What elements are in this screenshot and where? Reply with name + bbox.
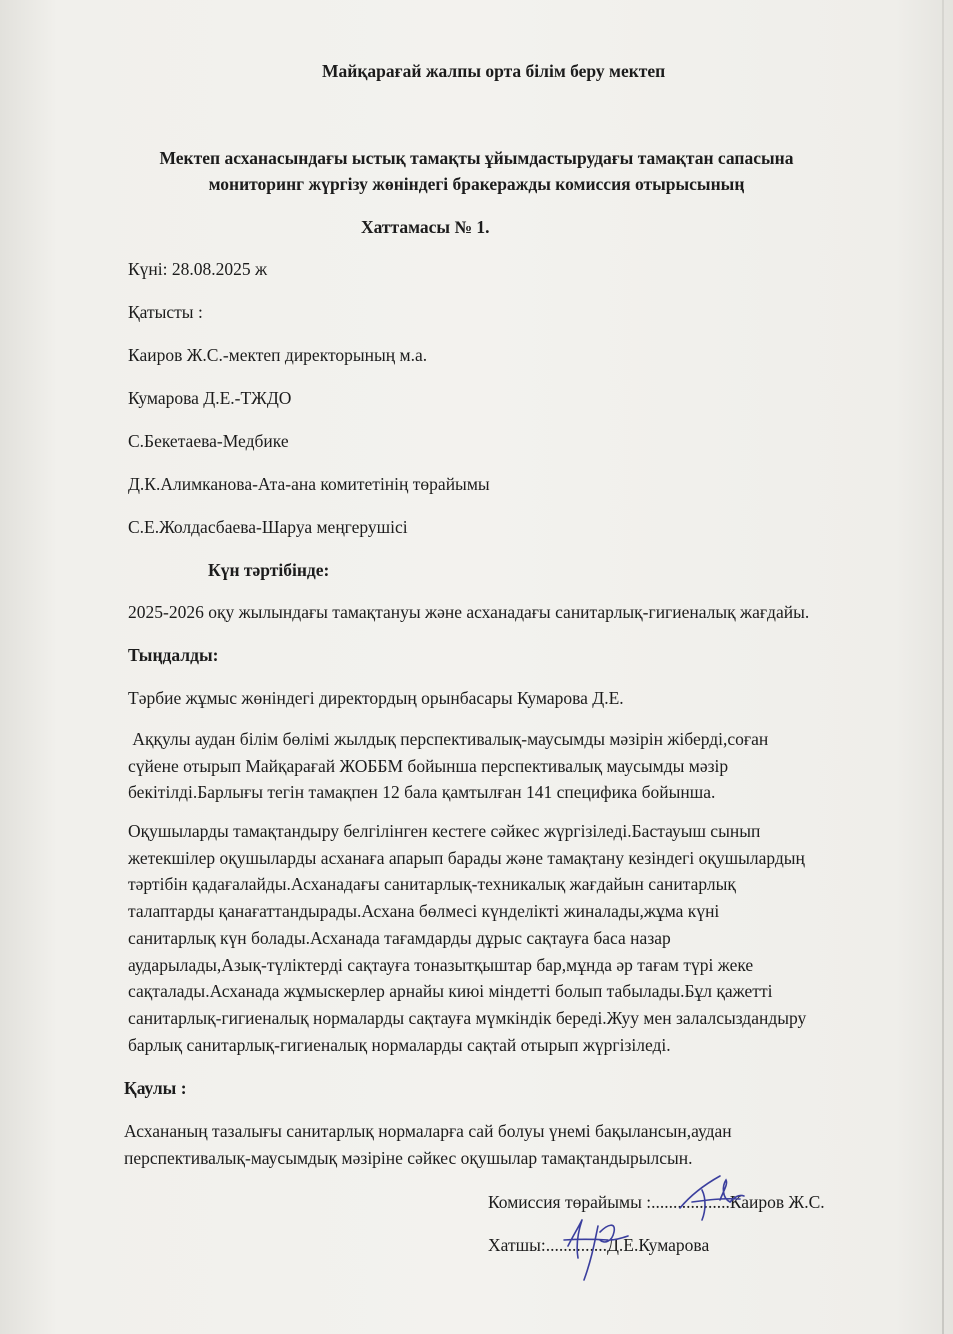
agenda-text: 2025-2026 оқу жылындағы тамақтануы және асханадағы санитарлық-гигиеналық жағдайы.	[128, 602, 810, 622]
protocol-number: Хаттамасы № 1.	[361, 217, 490, 237]
paragraph-line: сүйене отырып Майқарағай ЖОББМ бойынша перспективалық маусымды мәзір	[128, 755, 729, 776]
title-line-2: мониторинг жүргізу жөніндегі бракеражды комиссия отырысының	[208, 174, 745, 194]
paragraph-line: талаптарды қанағаттандырады.Асхана бөлмесі күнделікті жиналады,жұма күні	[128, 901, 720, 922]
secretary-signature-line: Хатшы:..............Д.Е.Кумарова	[488, 1235, 710, 1255]
paragraph-line: жетекшілер оқушыларды асханаға апарып барады және тамақтану кезіндегі оқушылардың	[128, 847, 805, 868]
attendee-item: С.Е.Жолдасбаева-Шаруа меңгерушісі	[128, 517, 408, 537]
paragraph-line: сақталады.Асханада жұмыскерлер арнайы киюі міндетті болып табылады.Бұл қажетті	[128, 981, 773, 1002]
speaker-text: Тәрбие жұмыс жөніндегі директордың орынбасары Кумарова Д.Е.	[128, 688, 624, 708]
attendee-item: Каиров Ж.С.-мектеп директорының м.а.	[128, 345, 428, 365]
page-edge-shadow	[942, 0, 944, 1334]
paragraph-line: Оқушыларды тамақтандыру белгілінген кестеге сәйкес жүргізіледі.Бастауыш сынып	[128, 821, 761, 841]
secretary-handwritten-signature	[548, 1206, 648, 1288]
paragraph-menu	[128, 726, 903, 806]
chair-handwritten-signature	[662, 1168, 762, 1228]
paragraph-organization	[128, 818, 903, 1058]
decided-label: Қаулы :	[124, 1078, 187, 1098]
paragraph-line: барлық санитарлық-гигиеналық нормаларды сақтай отырып жүргізіледі.	[128, 1034, 671, 1055]
meeting-date: Күні: 28.08.2025 ж	[128, 259, 268, 279]
agenda-label: Күн тәртібінде:	[208, 560, 330, 580]
paragraph-line: санитарлық күн болады.Асханада тағамдарды дұрыс сақтауға баса назар	[128, 927, 671, 948]
listened-label: Тыңдалды:	[128, 645, 219, 665]
paragraph-line: Аққулы аудан білім бөлімі жылдық перспективалық-маусымды мәзірін жіберді,соған	[128, 729, 769, 749]
attendee-item: С.Бекетаева-Медбике	[128, 431, 289, 451]
paragraph-line: Асхананың тазалығы санитарлық нормаларға сай болуы үнемі бақылансын,аудан	[124, 1121, 732, 1141]
decision-text	[124, 1118, 899, 1171]
paragraph-line: бекітілді.Барлығы тегін тамақпен 12 бала қамтылған 141 спецификa бойынша.	[128, 782, 716, 803]
paragraph-line: тәртібін қадағалайды.Асханадағы санитарлық-техникалық жағдайын санитарлық	[128, 874, 736, 895]
title-line-1: Мектеп асханасындағы ыстық тамақты ұйымдастырудағы тамақтан сапасына	[159, 148, 794, 168]
paragraph-line: санитарлық-гигиеналық нормаларды сақтауға мүмкіндік береді.Жуу мен залалсыздандыру	[128, 1007, 807, 1028]
attendee-item: Кумарова Д.Е.-ТЖДО	[128, 388, 292, 408]
attendees-label: Қатысты :	[128, 302, 203, 322]
school-name: Майқарағай жалпы орта білім беру мектеп	[322, 61, 666, 81]
chair-signature-line: Комиссия төрайымы :..................Каиров Ж.С.	[488, 1192, 825, 1212]
paragraph-line: перспективалық-маусымдық мәзіріне сәйкес оқушылар тамақтандырылсын.	[124, 1147, 693, 1168]
attendee-item: Д.К.Алимканова-Ата-ана комитетінің төрайымы	[128, 474, 490, 494]
paragraph-line: аударылады,Азық-түліктерді сақтауға тоназытқыштар бар,мұнда әр тағам түрі жеке	[128, 954, 754, 975]
